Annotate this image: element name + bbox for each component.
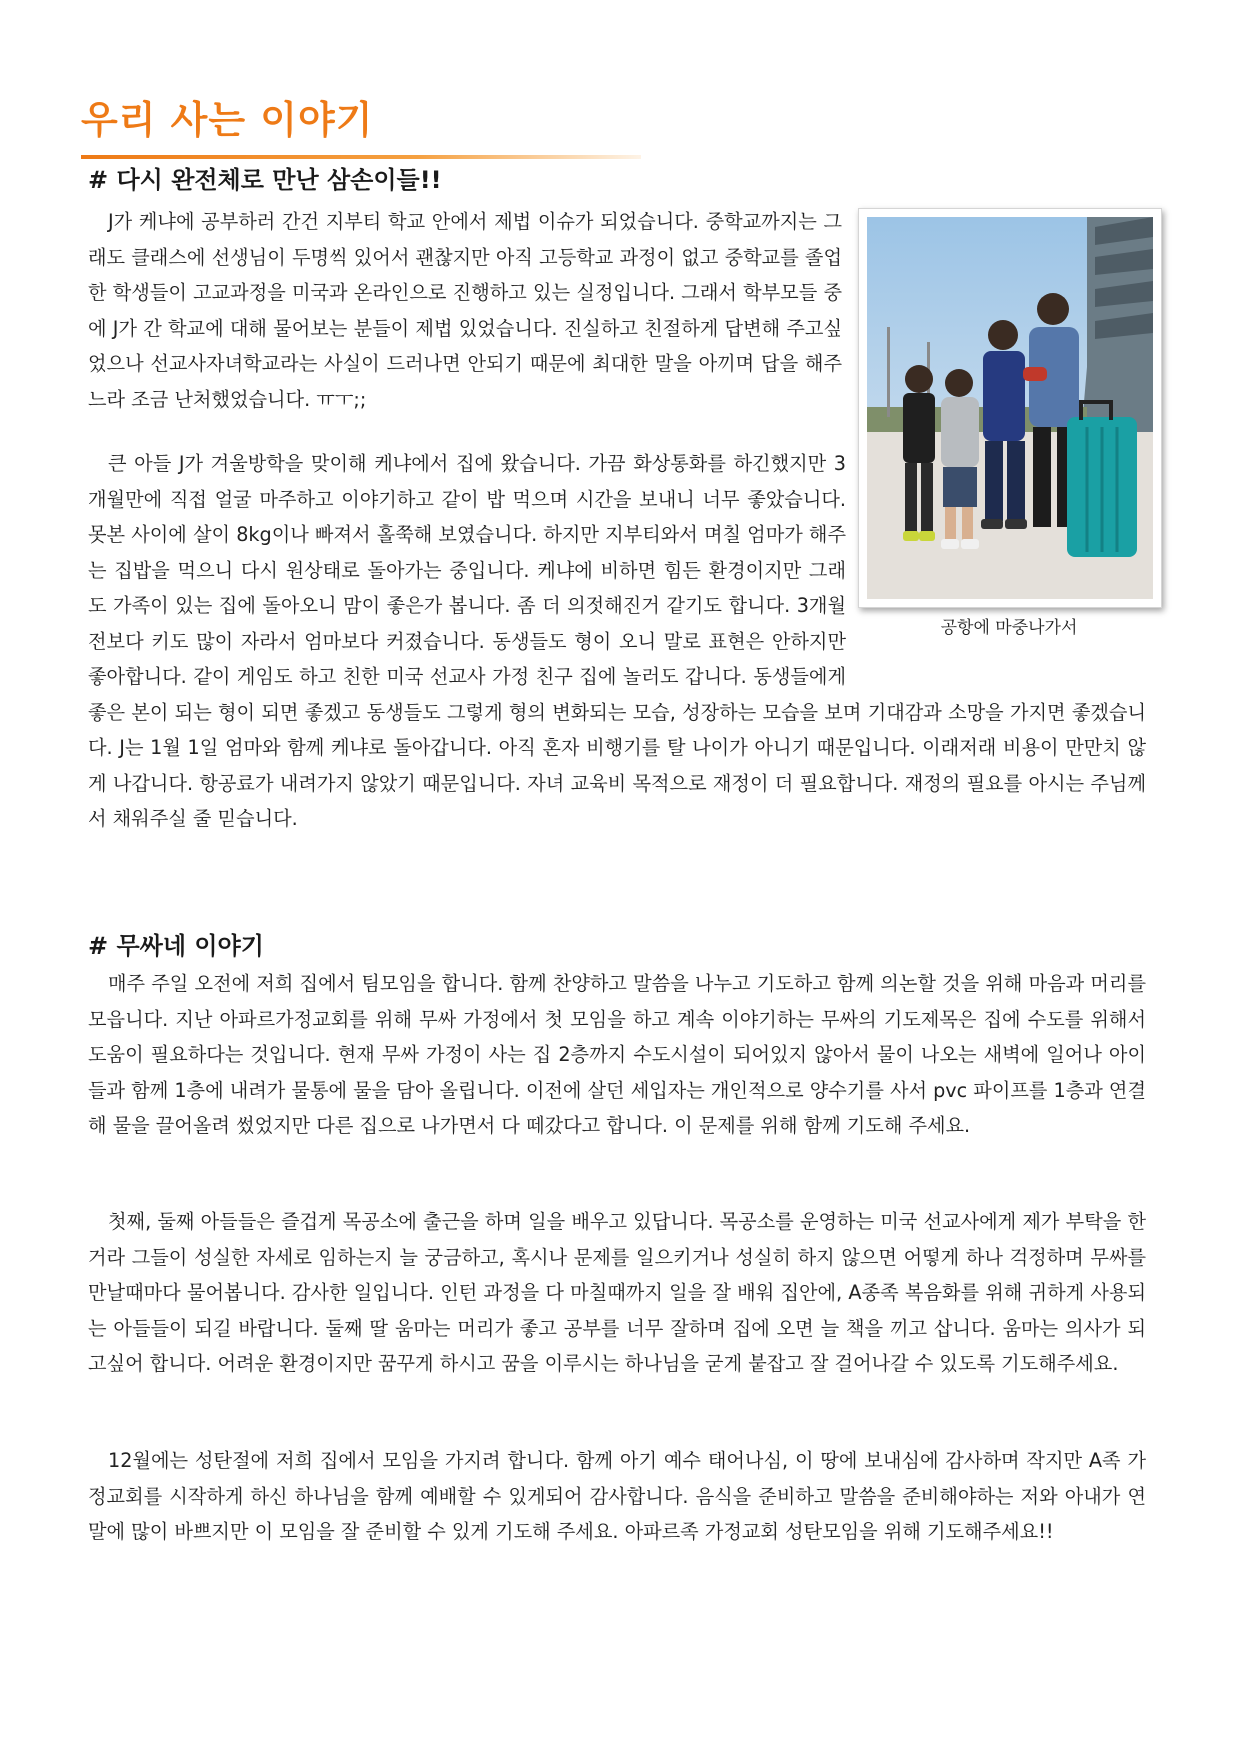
section-heading-mussa: # 무싸네 이야기 [88,932,264,960]
family-photo [858,208,1162,608]
section1-paragraph-1: J가 케냐에 공부하러 간건 지부티 학교 안에서 제법 이슈가 되었습니다. 중학교까지는 그래도 클래스에 선생님이 두명씩 있어서 괜찮지만 아직 고등학교 과정이 없고 중학교를 졸업한 학생들이 고교과정을 미국과 온라인으로 진행하고 있는 실정입니다. 그래서 학부모들 중에 J가 간 학교에 대해 물어보는 분들이 제법 있었습니다. 진실하고 친절하게 답변해 주고싶었으나 선교사자녀학교라는 사실이 드러나면 안되기 때문에 최대한 말을 아끼며 답을 해주느라 조금 난처했었습니다. ㅠㅜ;; [88,210,842,411]
section2-paragraph-3: 12월에는 성탄절에 저희 집에서 모임을 가지려 합니다. 함께 아기 예수 태어나심, 이 땅에 보내심에 감사하며 작지만 A족 가정교회를 시작하게 하신 하나님을 함께 예배할 수 있게되어 감사합니다. 음식을 준비하고 말씀을 준비해야하는 저와 아내가 연말에 많이 바쁘지만 이 모임을 잘 준비할 수 있게 기도해 주세요. 아파르족 가정교회 성탄모임을 위해 기도해주세요!! [88,1449,1146,1543]
section2-paragraph-2: 첫째, 둘째 아들들은 즐겁게 목공소에 출근을 하며 일을 배우고 있답니다. 목공소를 운영하는 미국 선교사에게 제가 부탁을 한거라 그들이 성실한 자세로 임하는지 늘 궁금하고, 혹시나 문제를 일으키거나 성실히 하지 않으면 어떻게 하나 걱정하며 무싸를 만날때마다 물어봅니다. 감사한 일입니다. 인턴 과정을 다 마칠때까지 일을 잘 배워 집안에, A종족 복음화를 위해 귀하게 사용되는 아들들이 되길 바랍니다. 둘째 딸 움마는 머리가 좋고 공부를 너무 잘하며 집에 오면 늘 책을 끼고 삽니다. 움마는 의사가 되고싶어 합니다. 어려운 환경이지만 꿈꾸게 하시고 꿈을 이루시는 하나님을 굳게 붙잡고 잘 걸어나갈 수 있도록 기도해주세요. [88,1210,1146,1375]
section1-paragraph-2-text: 큰 아들 J가 겨울방학을 맞이해 케냐에서 집에 왔습니다. 가끔 화상통화를 하긴했지만 3개월만에 직접 얼굴 마주하고 이야기하고 같이 밥 먹으며 시간을 보내니 너무 좋았습니다. 못본 사이에 살이 8kg이나 빠져서 홀쭉해 보였습니다. 하지만 지부티와서 며칠 엄마가 해주는 집밥을 먹으니 다시 원상태로 돌아가는 중입니다. 케냐에 비하면 힘든 환경이지만 그래도 가족이 있는 집에 돌아오니 맘이 좋은가 봅니다. 좀 더 의젓해진거 같기도 합니다. 3개월 전보다 키도 많이 자라서 엄마보다 커졌습니다. 동생들도 형이 오니 말로 표현은 안하지만 좋아합니다. 같이 게임도 하고 친한 미국 선교사 가정 친구 집에 놀러도 갑니다. 동생들에게 좋은 본이 되는 형이 되면 좋겠고 동생들도 그렇게 형의 변화되는 모습, 성장하는 모습을 보며 기대감과 소망을 가지면 좋겠습니다. J는 1월 1일 엄마와 함께 케냐로 돌아갑니다. 아직 혼자 비행기를 탈 나이가 아니기 때문입니다. 이래저래 비용이 만만치 않게 나갑니다. 항공료가 내려가지 않았기 때문입니다. 자녀 교육비 목적으로 재정이 더 필요합니다. 재정의 필요를 아시는 주님께서 채워주실 줄 믿습니다. [88,452,1146,830]
airport-photo-illustration [867,217,1153,599]
section-heading-samson: # 다시 완전체로 만난 삼손이들!! [88,166,442,194]
page-title: 우리 사는 이야기 [81,98,374,142]
photo-caption: 공항에 마중나가서 [940,618,1078,638]
section2-paragraph-1: 매주 주일 오전에 저희 집에서 팀모임을 합니다. 함께 찬양하고 말씀을 나누고 기도하고 함께 의논할 것을 위해 마음과 머리를 모읍니다. 지난 아파르가정교회를 위해 무싸 가정에서 첫 모임을 하고 계속 이야기하는 무싸의 기도제목은 집에 수도를 위해서 도움이 필요하다는 것입니다. 현재 무싸 가정이 사는 집 2층까지 수도시설이 되어있지 않아서 물이 나오는 새벽에 일어나 아이들과 함께 1층에 내려가 물통에 물을 담아 올립니다. 이전에 살던 세입자는 개인적으로 양수기를 사서 pvc 파이프를 1층과 연결해 물을 끌어올려 썼었지만 다른 집으로 나가면서 다 떼갔다고 합니다. 이 문제를 위해 함께 기도해 주세요. [88,972,1146,1137]
title-underline [81,155,641,159]
